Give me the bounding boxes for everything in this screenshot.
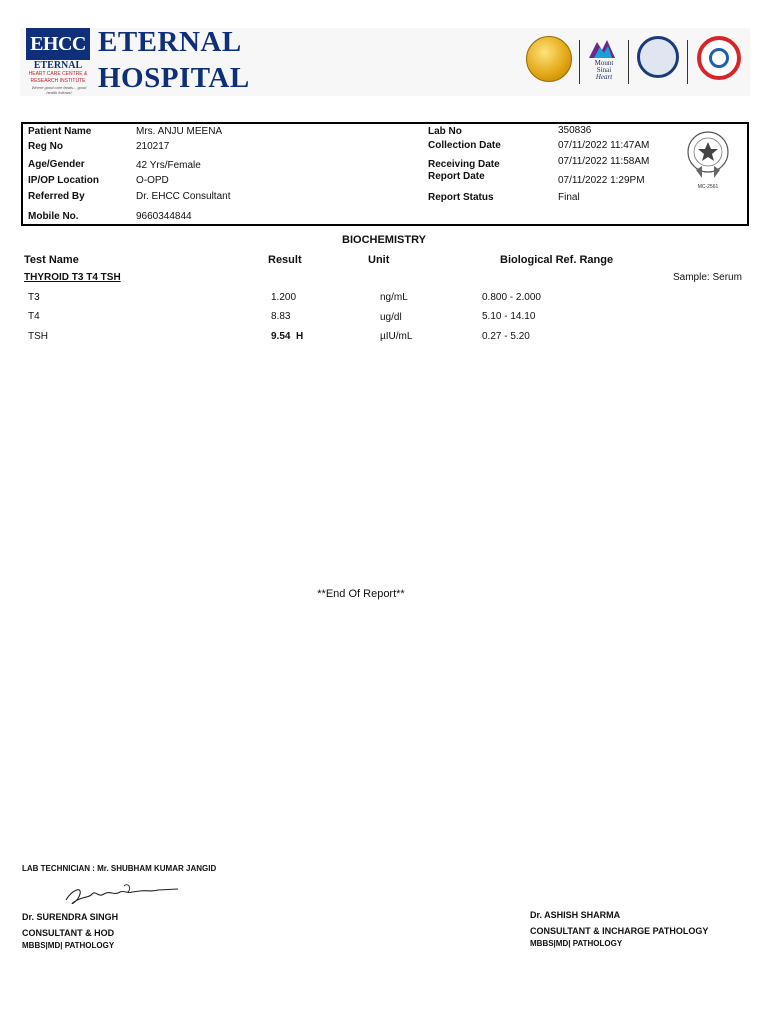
reg-no-label: Reg No <box>28 141 63 152</box>
receiving-date-value: 07/11/2022 11:58AM <box>558 156 650 167</box>
end-of-report: **End Of Report** <box>317 588 405 600</box>
divider <box>687 40 688 84</box>
location-label: IP/OP Location <box>28 175 99 186</box>
row-tsh-name: TSH <box>28 331 48 342</box>
patient-info-box <box>21 122 749 226</box>
divider <box>628 40 629 84</box>
referred-by-value: Dr. EHCC Consultant <box>136 191 231 202</box>
lab-no-label: Lab No <box>428 126 462 137</box>
report-status-value: Final <box>558 192 580 203</box>
hospital-name-line-1: ETERNAL <box>98 26 242 58</box>
receiving-date-label: Receiving Date <box>428 159 500 170</box>
age-gender-label: Age/Gender <box>28 159 85 170</box>
row-t4-unit: ug/dl <box>380 312 402 323</box>
left-signatory-title: CONSULTANT & HOD <box>22 928 115 938</box>
test-group-title: THYROID T3 T4 TSH <box>24 272 121 283</box>
signature-image <box>62 876 182 910</box>
ehcc-logo: EHCC <box>26 28 90 60</box>
row-tsh-result: 9.54 H <box>271 331 304 342</box>
cardiology-accreditation-icon <box>637 36 679 78</box>
right-signatory-title: CONSULTANT & INCHARGE PATHOLOGY <box>530 926 709 936</box>
patient-name-value: Mrs. ANJU MEENA <box>136 126 223 137</box>
row-tsh-unit: µIU/mL <box>380 331 413 342</box>
right-signatory <box>530 907 708 948</box>
mount-sinai-text: Mount Sinai Heart <box>594 59 614 81</box>
ehcc-logo-subtitle-2: HEART CARE CENTRE & RESEARCH INSTITUTE <box>28 71 88 84</box>
left-signatory-name: Dr. SURENDRA SINGH <box>22 912 119 922</box>
header-result: Result <box>268 254 302 266</box>
patient-name-label: Patient Name <box>28 126 92 137</box>
report-date-label: Report Date <box>428 171 485 182</box>
row-t3-result: 1.200 <box>271 292 297 303</box>
row-t4-result: 8.83 <box>271 311 291 322</box>
referred-by-label: Referred By <box>28 191 85 202</box>
right-signatory-degree: MBBS|MD| PATHOLOGY <box>530 939 623 948</box>
mobile-value: 9660344844 <box>136 211 192 222</box>
row-tsh-range: 0.27 - 5.20 <box>482 331 530 342</box>
divider <box>579 40 580 84</box>
header-test-name: Test Name <box>24 254 79 266</box>
right-signatory-name: Dr. ASHISH SHARMA <box>530 910 621 920</box>
mobile-label: Mobile No. <box>28 211 79 222</box>
jci-accreditation-icon <box>526 36 572 82</box>
reg-no-value: 210217 <box>136 141 170 152</box>
collection-date-value: 07/11/2022 11:47AM <box>558 140 650 151</box>
row-t3-name: T3 <box>28 292 40 303</box>
age-gender-value: 42 Yrs/Female <box>136 160 201 171</box>
mount-sinai-logo-icon <box>589 38 615 58</box>
report-status-label: Report Status <box>428 192 494 203</box>
sample-type: Sample: Serum <box>673 272 742 283</box>
report-date-value: 07/11/2022 1:29PM <box>558 175 645 186</box>
collection-date-label: Collection Date <box>428 140 501 151</box>
section-title: BIOCHEMISTRY <box>342 234 426 246</box>
row-t3-range: 0.800 - 2.000 <box>482 292 541 303</box>
location-value: O-OPD <box>136 175 169 186</box>
seal-code: MC-2561 <box>697 184 719 190</box>
lab-no-value: 350836 <box>558 125 592 136</box>
ehcc-logo-tagline: Where good care leads... good health follows! <box>31 85 87 95</box>
row-t4-range: 5.10 - 14.10 <box>482 311 536 322</box>
row-t4-name: T4 <box>28 311 40 322</box>
left-signatory-degree: MBBS|MD| PATHOLOGY <box>22 941 115 950</box>
header-ref-range: Biological Ref. Range <box>500 254 614 266</box>
hospital-name-line-2: HOSPITAL <box>98 62 250 94</box>
row-t3-unit: ng/mL <box>380 292 408 303</box>
left-signatory <box>22 909 118 950</box>
ehcc-logo-subtitle: ETERNAL <box>33 60 83 71</box>
lab-technician: LAB TECHNICIAN : Mr. SHUBHAM KUMAR JANGID <box>22 864 217 873</box>
accreditation-seal-icon <box>680 130 736 180</box>
nabh-inner-ring-icon <box>709 48 729 68</box>
header-unit: Unit <box>368 254 390 266</box>
